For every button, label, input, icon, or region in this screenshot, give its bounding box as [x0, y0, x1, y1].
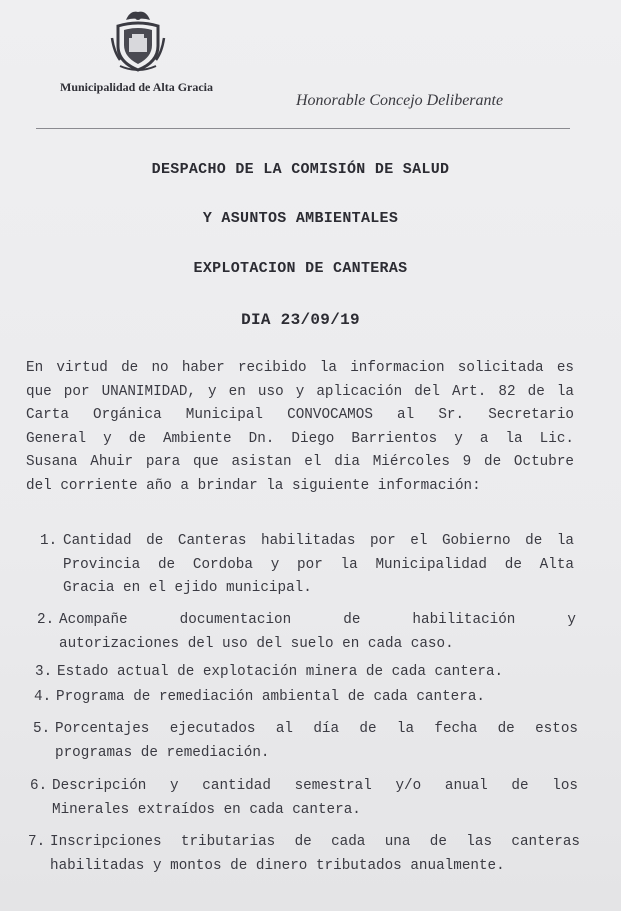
list-item [30, 775, 578, 822]
list-item-line: habilitadas y montos de dinero tributados anualmente. [50, 857, 505, 874]
list-item-line: Provincia de Cordoba y por la Municipalidad de Alta [63, 556, 574, 573]
list-item-number: 5. [33, 721, 51, 737]
paragraph-line: En virtud de no haber recibido la informacion solicitada es [26, 360, 574, 376]
council-name: Honorable Concejo Deliberante [296, 92, 504, 109]
list-item-line: autorizaciones del uso del suelo en cada caso. [59, 635, 454, 652]
paragraph-line: que por UNANIMIDAD, y en uso y aplicación del Art. 82 de la [26, 383, 574, 400]
list-item-number: 4. [34, 689, 52, 705]
list-item [35, 661, 575, 685]
municipality-name: Municipalidad de Alta Gracia [60, 80, 214, 94]
paragraph-line: Susana Ahuir para que asistan el dia Miércoles 9 de Octubre [26, 454, 574, 470]
document-title-line-2: Y ASUNTOS AMBIENTALES [202, 210, 399, 227]
list-item [34, 686, 574, 710]
list-item-line: Acompañe documentacion de habilitación y [59, 612, 576, 628]
list-item-line: Porcentajes ejecutados al día de la fecha de estos [55, 721, 578, 737]
list-item-line: Minerales extraídos en cada cantera. [52, 801, 361, 818]
list-item-line: Descripción y cantidad semestral y/o anual de los [52, 778, 578, 794]
document-title-line-1: DESPACHO DE LA COMISIÓN DE SALUD [151, 161, 450, 178]
document-subject: EXPLOTACION DE CANTERAS [193, 260, 408, 277]
list-item-number: 7. [28, 834, 46, 850]
list-item-line: Programa de remediación ambiental de cada cantera. [56, 689, 485, 705]
list-item [37, 609, 576, 656]
list-item-line: programas de remediación. [55, 744, 270, 761]
list-item-number: 1. [40, 533, 58, 549]
list-item-line: Inscripciones tributarias de cada una de las canteras [50, 834, 580, 850]
list-item [33, 718, 578, 765]
paragraph-line: Carta Orgánica Municipal CONVOCAMOS al Sr. Secretario [26, 407, 574, 423]
list-item-number: 3. [35, 664, 53, 680]
paragraph-line: General y de Ambiente Dn. Diego Barrientos y a la Lic. [26, 430, 574, 447]
list-item [28, 831, 580, 878]
list-item [40, 530, 574, 601]
list-item-line: Gracia en el ejido municipal. [63, 580, 312, 596]
list-item-number: 6. [30, 778, 48, 794]
list-item-number: 2. [37, 612, 55, 628]
list-item-line: Estado actual de explotación minera de cada cantera. [57, 664, 504, 680]
list-item-line: Cantidad de Canteras habilitadas por el Gobierno de la [63, 533, 574, 549]
paragraph-line: del corriente año a brindar la siguiente información: [26, 477, 481, 494]
document-date: DIA 23/09/19 [241, 311, 360, 329]
